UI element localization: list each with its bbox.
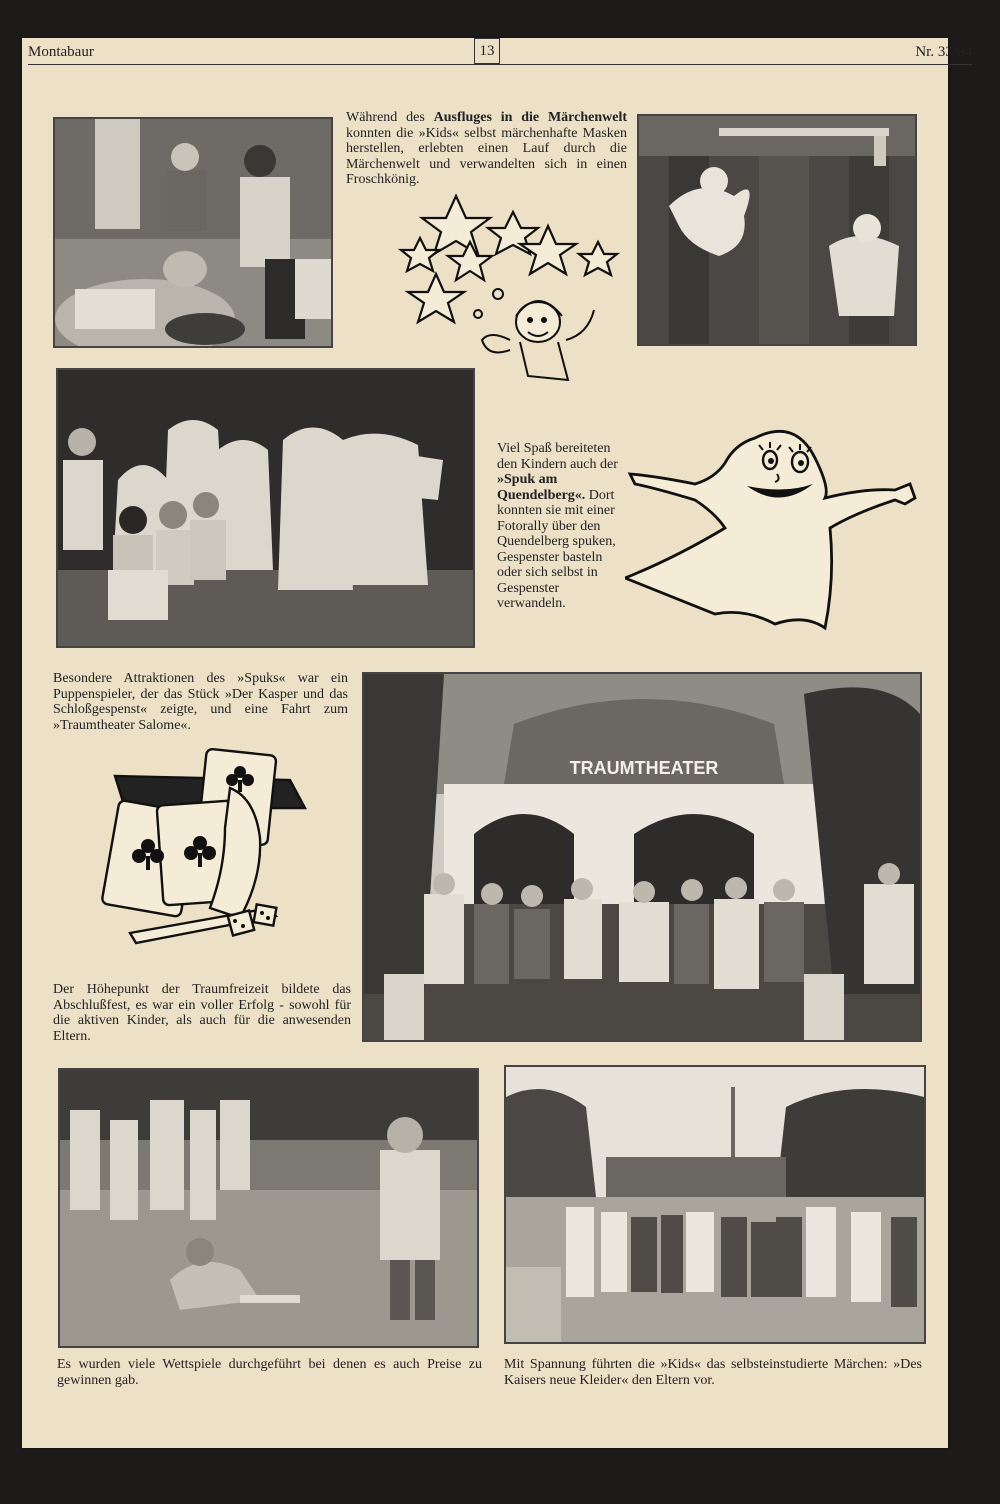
header-rule bbox=[28, 64, 972, 65]
photo-mask-crafting bbox=[53, 117, 333, 348]
attractions-text: Besondere Attraktionen des »Spuks« war ein Puppenspieler, der das Stück »Der Kasper und das Schloßgespenst« zeigte, und eine Fahrt zum »Traumtheater Salome«. bbox=[53, 671, 348, 733]
spuk-text-start: Viel Spaß bereiteten den Kindern auch der bbox=[497, 441, 618, 472]
spuk-text-end: Dort konnten sie mit einer Fotorally über den Quendelberg spuken, Gespenster basteln oder sich selbst in Gespenster verwandeln. bbox=[497, 487, 616, 611]
caption-games bbox=[57, 1357, 482, 1388]
spuk-text-bold: »Spuk am Quendelberg«. bbox=[497, 472, 586, 503]
header-page-number: 13 bbox=[474, 38, 500, 64]
photo-traumtheater-group bbox=[362, 672, 922, 1042]
photo-ghost-decorations bbox=[637, 114, 917, 346]
intro-paragraph bbox=[346, 110, 627, 188]
intro-text-end: konnten die »Kids« selbst märchenhafte Masken herstellen, erlebten einen Lauf durch die Märchenwelt und verwandelten sich in einen Froschkönig. bbox=[346, 125, 627, 187]
header-issue: Nr. 33/94 bbox=[915, 44, 972, 60]
photo-emperor-play bbox=[504, 1065, 926, 1344]
caption-games-text: Es wurden viele Wettspiele durchgeführt bei denen es auch Preise zu gewinnen gab. bbox=[57, 1357, 482, 1388]
photo-games-on-lawn bbox=[58, 1068, 479, 1348]
intro-text-start: Während des bbox=[346, 110, 434, 125]
photo-ghost-costumes bbox=[56, 368, 475, 648]
attractions-paragraph bbox=[53, 671, 348, 733]
highlight-text: Der Höhepunkt der Traumfreizeit bildete das Abschlußfest, es war ein voller Erfolg - sowohl für die aktiven Kinder, als auch für die anwesenden Eltern. bbox=[53, 982, 351, 1044]
intro-text-bold: Ausfluges in die Märchenwelt bbox=[433, 110, 627, 125]
playing-cards-drawing bbox=[90, 748, 318, 948]
stars-and-snow-white-drawing bbox=[398, 190, 620, 385]
theater-sign: TRAUMTHEATER bbox=[569, 758, 719, 778]
header-town: Montabaur bbox=[28, 44, 94, 60]
ghost-drawing bbox=[625, 418, 921, 633]
caption-play-text: Mit Spannung führten die »Kids« das selbsteinstudierte Märchen: »Des Kaisers neue Kleider« den Eltern vor. bbox=[504, 1357, 922, 1388]
spuk-paragraph bbox=[497, 441, 621, 612]
caption-play bbox=[504, 1357, 922, 1388]
highlight-paragraph bbox=[53, 982, 351, 1044]
